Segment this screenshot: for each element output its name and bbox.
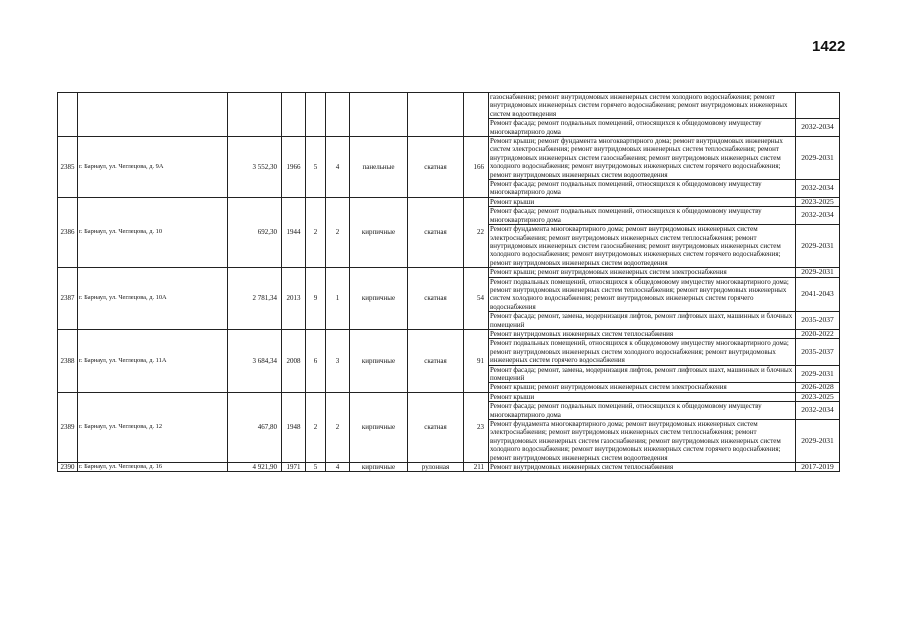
entrances-cell: 1 — [326, 268, 350, 330]
entrances-cell: 2 — [326, 392, 350, 462]
year-cell: 2008 — [282, 329, 306, 392]
address-cell: г. Барнаул, ул. Чеглецова, д. 9А — [78, 137, 228, 198]
apartments-cell: 54 — [464, 268, 489, 330]
work-description-cell: Ремонт фасада; ремонт подвальных помещений, относящихся к общедомовому имуществу многоквартирного дома — [489, 402, 796, 420]
work-description-cell: Ремонт фасада; ремонт подвальных помещений, относящихся к общедомовому имуществу многоквартирного дома — [489, 207, 796, 225]
work-period-cell: 2032-2034 — [796, 402, 840, 420]
work-period-cell: 2035-2037 — [796, 339, 840, 365]
floors-cell: 2 — [306, 197, 326, 267]
house-number-cell: 2390 — [58, 463, 78, 472]
wall-material-cell: кирпичные — [350, 392, 408, 462]
work-period-cell: 2032-2034 — [796, 180, 840, 198]
work-description-cell: Ремонт подвальных помещений, относящихся к общедомовому имуществу многоквартирного дома; ремонт внутридомовых инженерных систем теплоснабжения; ремонт внутридомовых инженерных систем холодного водоснабжения; ремонт внутридомовых инженерных систем горячего водоснабжения — [489, 277, 796, 312]
work-period-cell: 2029-2031 — [796, 365, 840, 383]
work-period-cell: 2023-2025 — [796, 392, 840, 401]
year-cell — [282, 93, 306, 137]
floors-cell: 5 — [306, 137, 326, 198]
apartments-cell: 166 — [464, 137, 489, 198]
area-cell: 3 684,34 — [228, 329, 282, 392]
table-body — [58, 93, 840, 472]
repair-schedule-table — [57, 92, 840, 472]
area-cell: 3 552,30 — [228, 137, 282, 198]
roof-type-cell: скатная — [408, 137, 464, 198]
work-description-cell: газоснабжения; ремонт внутридомовых инженерных систем холодного водоснабжения; ремонт внутридомовых инженерных систем горячего водоснабжения; ремонт внутридомовых инженерных систем водоотведения — [489, 93, 796, 119]
roof-type-cell: скатная — [408, 197, 464, 267]
work-period-cell: 2029-2031 — [796, 225, 840, 268]
table-row — [58, 137, 840, 180]
wall-material-cell: кирпичные — [350, 463, 408, 472]
year-cell: 1944 — [282, 197, 306, 267]
wall-material-cell: кирпичные — [350, 197, 408, 267]
apartments-cell: 22 — [464, 197, 489, 267]
table-row — [58, 463, 840, 472]
address-cell: г. Барнаул, ул. Чеглецова, д. 10 — [78, 197, 228, 267]
work-period-cell: 2032-2034 — [796, 119, 840, 137]
apartments-cell: 91 — [464, 329, 489, 392]
work-description-cell: Ремонт фасада; ремонт, замена, модернизация лифтов, ремонт лифтовых шахт, машинных и блочных помещений — [489, 312, 796, 330]
roof-type-cell: скатная — [408, 329, 464, 392]
entrances-cell: 2 — [326, 197, 350, 267]
area-cell: 467,80 — [228, 392, 282, 462]
work-description-cell: Ремонт фасада; ремонт подвальных помещений, относящихся к общедомовому имуществу многоквартирного дома — [489, 180, 796, 198]
floors-cell: 5 — [306, 463, 326, 472]
wall-material-cell: кирпичные — [350, 329, 408, 392]
floors-cell: 6 — [306, 329, 326, 392]
floors-cell — [306, 93, 326, 137]
apartments-cell: 23 — [464, 392, 489, 462]
wall-material-cell: кирпичные — [350, 268, 408, 330]
house-number-cell — [58, 93, 78, 137]
area-cell: 4 921,90 — [228, 463, 282, 472]
work-description-cell: Ремонт крыши — [489, 197, 796, 206]
work-description-cell: Ремонт внутридомовых инженерных систем теплоснабжения — [489, 463, 796, 472]
roof-type-cell: рулонная — [408, 463, 464, 472]
work-description-cell: Ремонт подвальных помещений, относящихся к общедомовому имуществу многоквартирного дома; ремонт внутридомовых инженерных систем холодного водоснабжения; ремонт внутридомовых инженерных систем горячего водоснабжения — [489, 339, 796, 365]
year-cell: 1966 — [282, 137, 306, 198]
work-description-cell: Ремонт фасада; ремонт, замена, модернизация лифтов, ремонт лифтовых шахт, машинных и блочных помещений — [489, 365, 796, 383]
floors-cell: 9 — [306, 268, 326, 330]
address-cell: г. Барнаул, ул. Чеглецова, д. 10А — [78, 268, 228, 330]
apartments-cell: 211 — [464, 463, 489, 472]
house-number-cell: 2387 — [58, 268, 78, 330]
floors-cell: 2 — [306, 392, 326, 462]
work-period-cell: 2035-2037 — [796, 312, 840, 330]
work-description-cell: Ремонт фундамента многоквартирного дома; ремонт внутридомовых инженерных систем электроснабжения; ремонт внутридомовых инженерных систем теплоснабжения; ремонт внутридомовых инженерных систем газоснабжения; ремонт внутридомовых инженерных систем холодного водоснабжения; ремонт внутридомовых инженерных систем горячего водоснабжения; ремонт внутридомовых инженерных систем водоотведения — [489, 420, 796, 463]
table-row — [58, 93, 840, 119]
work-period-cell: 2032-2034 — [796, 207, 840, 225]
page-number: 1422 — [812, 38, 846, 55]
apartments-cell — [464, 93, 489, 137]
work-period-cell: 2029-2031 — [796, 420, 840, 463]
work-description-cell: Ремонт внутридомовых инженерных систем теплоснабжения — [489, 329, 796, 338]
roof-type-cell: скатная — [408, 392, 464, 462]
wall-material-cell — [350, 93, 408, 137]
work-period-cell: 2041-2043 — [796, 277, 840, 312]
work-description-cell: Ремонт крыши; ремонт внутридомовых инженерных систем электроснабжения — [489, 268, 796, 277]
work-period-cell — [796, 93, 840, 119]
house-number-cell: 2389 — [58, 392, 78, 462]
work-description-cell: Ремонт фасада; ремонт подвальных помещений, относящихся к общедомовому имуществу многоквартирного дома — [489, 119, 796, 137]
area-cell — [228, 93, 282, 137]
area-cell: 692,30 — [228, 197, 282, 267]
year-cell: 1948 — [282, 392, 306, 462]
entrances-cell: 4 — [326, 463, 350, 472]
address-cell: г. Барнаул, ул. Чеглецова, д. 16 — [78, 463, 228, 472]
roof-type-cell — [408, 93, 464, 137]
work-description-cell: Ремонт крыши; ремонт внутридомовых инженерных систем электроснабжения — [489, 383, 796, 392]
house-number-cell: 2388 — [58, 329, 78, 392]
work-description-cell: Ремонт крыши; ремонт фундамента многоквартирного дома; ремонт внутридомовых инженерных систем электроснабжения; ремонт внутридомовых инженерных систем теплоснабжения; ремонт внутридомовых инженерных систем газоснабжения; ремонт внутридомовых инженерных систем холодного водоснабжения; ремонт внутридомовых инженерных систем горячего водоснабжения; ремонт внутридомовых инженерных систем водоотведения — [489, 137, 796, 180]
work-period-cell: 2017-2019 — [796, 463, 840, 472]
entrances-cell — [326, 93, 350, 137]
roof-type-cell: скатная — [408, 268, 464, 330]
area-cell: 2 781,34 — [228, 268, 282, 330]
work-period-cell: 2029-2031 — [796, 268, 840, 277]
table-row — [58, 392, 840, 401]
work-period-cell: 2023-2025 — [796, 197, 840, 206]
year-cell: 1971 — [282, 463, 306, 472]
address-cell: г. Барнаул, ул. Чеглецова, д. 12 — [78, 392, 228, 462]
entrances-cell: 3 — [326, 329, 350, 392]
address-cell — [78, 93, 228, 137]
table-row — [58, 329, 840, 338]
address-cell: г. Барнаул, ул. Чеглецова, д. 11А — [78, 329, 228, 392]
work-description-cell: Ремонт крыши — [489, 392, 796, 401]
house-number-cell: 2386 — [58, 197, 78, 267]
wall-material-cell: панельные — [350, 137, 408, 198]
year-cell: 2013 — [282, 268, 306, 330]
work-description-cell: Ремонт фундамента многоквартирного дома; ремонт внутридомовых инженерных систем электроснабжения; ремонт внутридомовых инженерных систем теплоснабжения; ремонт внутридомовых инженерных систем газоснабжения; ремонт внутридомовых инженерных систем холодного водоснабжения; ремонт внутридомовых инженерных систем горячего водоснабжения; ремонт внутридомовых инженерных систем водоотведения — [489, 225, 796, 268]
work-period-cell: 2029-2031 — [796, 137, 840, 180]
entrances-cell: 4 — [326, 137, 350, 198]
table-row — [58, 197, 840, 206]
work-period-cell: 2020-2022 — [796, 329, 840, 338]
table-row — [58, 268, 840, 277]
work-period-cell: 2026-2028 — [796, 383, 840, 392]
house-number-cell: 2385 — [58, 137, 78, 198]
